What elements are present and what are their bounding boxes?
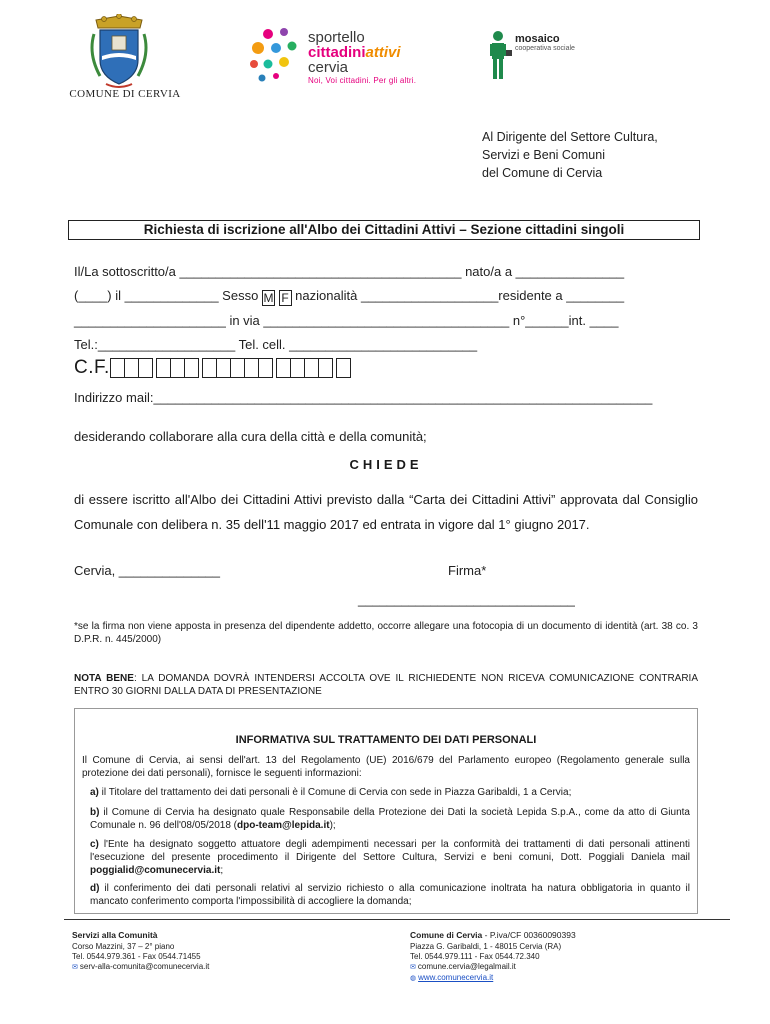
cf-cell[interactable]: [318, 358, 333, 378]
addressee-line: Al Dirigente del Settore Cultura,: [482, 130, 658, 144]
addressee-line: Servizi e Beni Comuni: [482, 148, 605, 162]
footer-left-email-row: [72, 962, 209, 973]
privacy-item-c: [90, 838, 690, 877]
privacy-item-key: c): [90, 839, 99, 850]
privacy-item-a: [90, 786, 690, 799]
privacy-item-text: il Titolare del trattamento dei dati personali è il Comune di Cervia con sede in Piazza Garibaldi, 1 a Cervia;: [98, 787, 572, 798]
privacy-item-b: [90, 806, 690, 832]
sportello-dots-logo: [246, 26, 306, 86]
addressee-block: [482, 128, 658, 182]
place-date-field[interactable]: Cervia, ______________: [74, 563, 221, 578]
cf-cell[interactable]: [184, 358, 199, 378]
footer-right-heading: [410, 930, 576, 940]
comune-name-label: COMUNE DI CERVIA: [69, 88, 181, 100]
mosaico-figure-logo: [488, 30, 514, 82]
comune-cervia-crest-logo: [88, 14, 150, 90]
footer-right-address: Piazza G. Garibaldi, 1 - 48015 Cervia (RA): [410, 942, 562, 951]
cf-cell[interactable]: [202, 358, 217, 378]
form-title: Richiesta di iscrizione all'Albo dei Cittadini Attivi – Sezione cittadini singoli: [68, 220, 700, 240]
sportello-attivi: attivi: [365, 44, 401, 61]
footer-divider: [64, 919, 730, 920]
request-paragraph: di essere iscritto all'Albo dei Cittadini Attivi previsto dalla “Carta dei Cittadini Attivi” approvata dal Consiglio Comunale con delibera n. 35 dell'11 maggio 2017 ed entrata in vigore dal 1° giugno 2017.: [74, 492, 698, 532]
sportello-tagline: Noi, Voi cittadini. Per gli altri.: [308, 76, 417, 85]
mail-icon: ✉: [410, 964, 416, 971]
privacy-item-text: il Comune di Cervia ha designato quale Responsabile della Protezione dei Dati la società Lepida S.p.A., come da atto di Giunta Comunale n. 96 dell'08/05/2018 (: [90, 807, 690, 831]
privacy-item-end: );: [329, 820, 336, 831]
dpo-email-link[interactable]: dpo-team@lepida.it: [237, 820, 330, 831]
field-name-birthplace[interactable]: Il/La sottoscritto/a _______________________________________ nato/a a _______________: [74, 264, 625, 279]
field-address[interactable]: _____________________ in via __________________________________ n°______int. ____: [74, 313, 619, 328]
cf-cell[interactable]: [230, 358, 245, 378]
cf-group-place[interactable]: [276, 358, 332, 380]
footer-left-title: Servizi alla Comunità: [72, 930, 158, 940]
intent-text: desiderando collaborare alla cura della città e della comunità;: [74, 429, 427, 444]
addressee-line: del Comune di Cervia: [482, 166, 603, 180]
cf-group-birth[interactable]: [202, 358, 272, 380]
privacy-item-text: l'Ente ha designato soggetto attuatore degli adempimenti necessari per la conformità dei trattamenti di dati personali attinenti l'esecuzione del presente procedimento il Dirigente del Settore Cultura, Servizi e beni comuni, Dott. Poggiali Daniela mail: [90, 839, 690, 863]
mosaico-name: mosaico: [515, 33, 560, 45]
sportello-line2: [308, 45, 416, 60]
sex-f-checkbox[interactable]: F: [279, 290, 292, 306]
cf-group-check[interactable]: [336, 358, 350, 380]
globe-icon: ◍: [410, 975, 417, 982]
cf-group-surname[interactable]: [110, 358, 152, 380]
footer-website-link[interactable]: www.comunecervia.it: [418, 973, 494, 982]
nationality-residence-text[interactable]: nazionalità ___________________residente a ________: [291, 288, 625, 303]
cf-cell[interactable]: [124, 358, 139, 378]
cf-boxes[interactable]: [110, 358, 350, 380]
cf-cell[interactable]: [110, 358, 125, 378]
footer-left-address: Corso Mazzini, 37 – 2° piano: [72, 942, 175, 951]
privacy-item-end: ;: [220, 865, 224, 876]
mail-icon: ✉: [72, 964, 78, 971]
cf-cell[interactable]: [276, 358, 291, 378]
privacy-item-text: il conferimento dei dati personali relativi al servizio richiesto o alla comunicazione inoltrata ha natura obbligatoria in quanto il mancato conferimento comporta l'impossibilità di accogliere la domanda;: [90, 883, 690, 907]
cf-group-name[interactable]: [156, 358, 198, 380]
footer-right: [410, 930, 576, 984]
nota-bene-text: : LA DOMANDA DOVRÀ INTENDERSI ACCOLTA OVE IL RICHIEDENTE NON RICEVA COMUNICAZIONE CONTRARIA ENTRO 30 GIORNI DALLA DATA DI PRESENTAZIONE: [74, 673, 699, 697]
privacy-item-key: b): [90, 807, 100, 818]
cf-cell[interactable]: [216, 358, 231, 378]
nota-bene-label: NOTA BENE: [74, 673, 134, 684]
cf-cell[interactable]: [170, 358, 185, 378]
cf-cell[interactable]: [138, 358, 153, 378]
mosaico-subtitle: cooperativa sociale: [515, 45, 575, 52]
footer-right-email[interactable]: comune.cervia@legalmail.it: [417, 962, 516, 971]
signature-label: Firma*: [448, 563, 487, 578]
mosaico-logo-text: [515, 34, 575, 52]
cf-cell[interactable]: [156, 358, 171, 378]
sportello-logo-text: [308, 30, 416, 85]
cf-cell[interactable]: [336, 358, 351, 378]
footer-right-email-row: [410, 962, 576, 973]
chiede-heading: CHIEDE: [349, 457, 423, 472]
footer-left: [72, 930, 209, 973]
sex-m-checkbox[interactable]: M: [263, 291, 274, 305]
footer-right-web-row: [410, 973, 576, 984]
footer-left-email[interactable]: serv-alla-comunita@comunecervia.it: [79, 962, 210, 971]
sportello-cittadini: cittadini: [308, 44, 366, 61]
field-phones[interactable]: Tel.:___________________ Tel. cell. __________________________: [74, 337, 478, 352]
privacy-item-d: [90, 882, 690, 908]
cf-cell[interactable]: [258, 358, 273, 378]
poggiali-email-link[interactable]: poggialid@comunecervia.it: [90, 865, 221, 876]
birth-date-text[interactable]: (____) il _____________ Sesso: [74, 288, 262, 303]
cf-cell[interactable]: [290, 358, 305, 378]
sportello-line1: sportello: [308, 29, 365, 46]
footer-left-phone: Tel. 0544.979.361 - Fax 0544.71455: [72, 952, 201, 961]
cf-cell[interactable]: [304, 358, 319, 378]
privacy-item-key: a): [90, 787, 99, 798]
sportello-line3: cervia: [308, 59, 349, 76]
signature-line[interactable]: ______________________________: [358, 592, 575, 607]
footer-right-vat: - P.iva/CF 00360090393: [482, 930, 576, 940]
footer-right-title: Comune di Cervia: [410, 930, 483, 940]
footer-right-phone: Tel. 0544.979.111 - Fax 0544.72.340: [410, 952, 540, 961]
nota-bene: [74, 672, 698, 698]
privacy-item-key: d): [90, 883, 100, 894]
privacy-title: INFORMATIVA SUL TRATTAMENTO DEI DATI PERSONALI: [235, 734, 537, 746]
cf-label: C.F.: [74, 357, 110, 378]
signature-footnote: *se la firma non viene apposta in presenza del dipendente addetto, occorre allegare una fotocopia di un documento di identità (art. 38 co. 3 D.P.R. n. 445/2000): [74, 621, 698, 645]
field-birthdate-sex-residence[interactable]: [74, 288, 624, 306]
cf-cell[interactable]: [244, 358, 259, 378]
privacy-intro: Il Comune di Cervia, ai sensi dell'art. 13 del Regolamento (UE) 2016/679 del Parlamento europeo (Regolamento generale sulla protezione dei dati personali), fornisce le seguenti informazioni:: [82, 755, 690, 779]
field-email[interactable]: Indirizzo mail:_____________________________________________________________________: [74, 390, 653, 405]
